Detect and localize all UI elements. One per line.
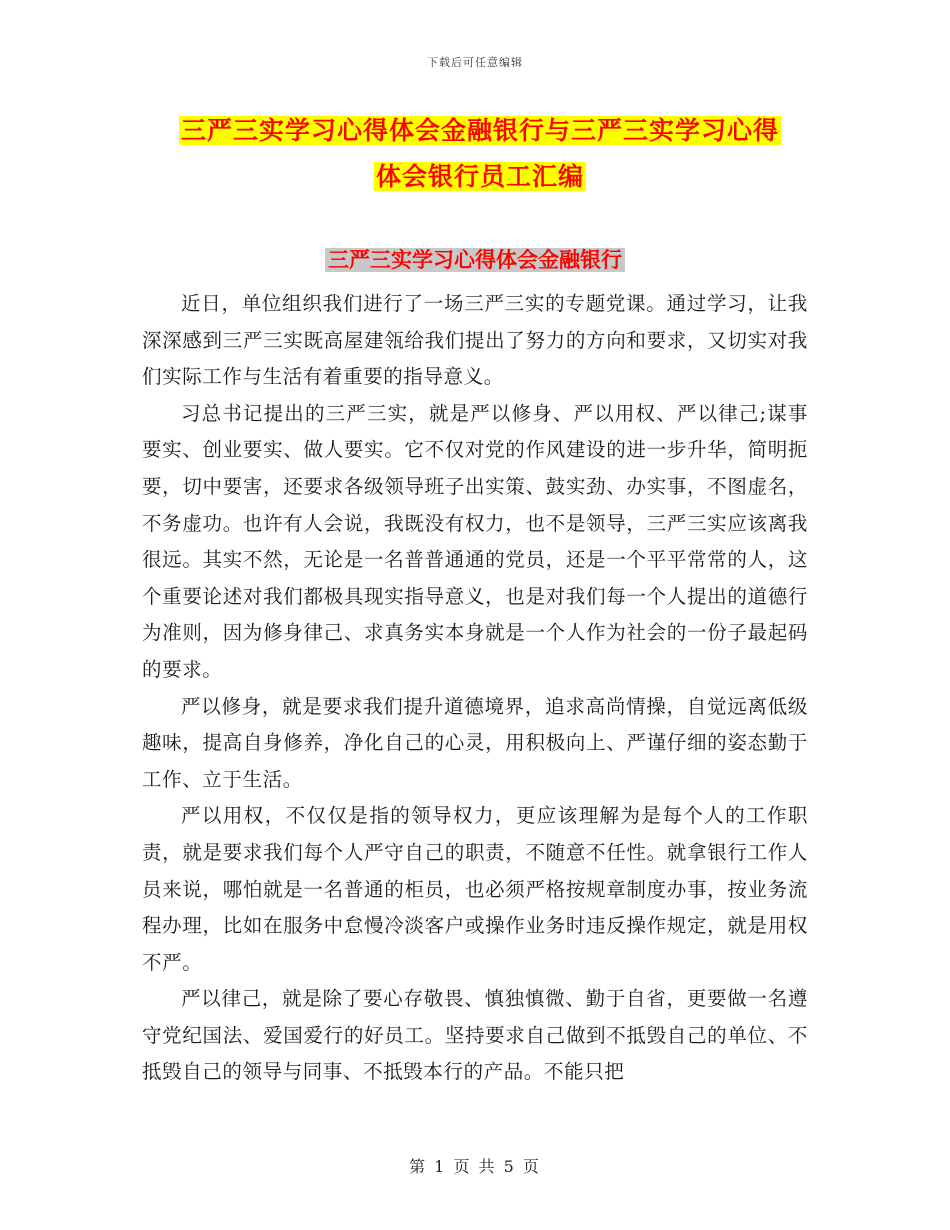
page-footer: 第 1 页 共 5 页 <box>409 1157 541 1176</box>
title-line-1: 三严三实学习心得体会金融银行与三严三实学习心得 <box>180 116 779 145</box>
section-title-text: 三严三实学习心得体会金融银行 <box>325 248 625 272</box>
paragraph: 严以修身，就是要求我们提升道德境界，追求高尚情操，自觉远离低级趣味，提高自身修养，净化自己的心灵，用积极向上、严谨仔细的姿态勤于工作、立于生活。 <box>142 694 808 791</box>
paragraph: 严以用权，不仅仅是指的领导权力，更应该理解为是每个人的工作职责，就是要求我们每个人严守自己的职责，不随意不任性。就拿银行工作人员来说，哪怕就是一名普通的柜员，也必须严格按规章制度办事，按业务流程办理，比如在服务中怠慢冷淡客户或操作业务时违反操作规定，就是用权不严。 <box>142 804 808 974</box>
document-title <box>150 108 810 200</box>
section-title <box>0 244 950 276</box>
paragraph: 严以律己，就是除了要心存敬畏、慎独慎微、勤于自省，更要做一名遵守党纪国法、爱国爱行的好员工。坚持要求自己做到不抵毁自己的单位、不抵毁自己的领导与同事、不抵毁本行的产品。不能只把 <box>142 987 808 1084</box>
paragraph: 近日，单位组织我们进行了一场三严三实的专题党课。通过学习，让我深深感到三严三实既高屋建瓴给我们提出了努力的方向和要求，又切实对我们实际工作与生活有着重要的指导意义。 <box>142 292 808 389</box>
body-text <box>142 286 808 1091</box>
header-note: 下载后可任意编辑 <box>427 56 523 69</box>
title-line-2: 体会银行员工汇编 <box>375 162 584 191</box>
paragraph: 习总书记提出的三严三实，就是严以修身、严以用权、严以律己;谋事要实、创业要实、做人要实。它不仅对党的作风建设的进一步升华，简明扼要，切中要害，还要求各级领导班子出实策、鼓实劲、办实事，不图虚名，不务虚功。也许有人会说，我既没有权力，也不是领导，三严三实应该离我很远。其实不然，无论是一名普普通通的党员，还是一个平平常常的人，这个重要论述对我们都极具现实指导意义，也是对我们每一个人提出的道德行为准则，因为修身律己、求真务实本身就是一个人作为社会的一份子最起码的要求。 <box>142 401 808 681</box>
